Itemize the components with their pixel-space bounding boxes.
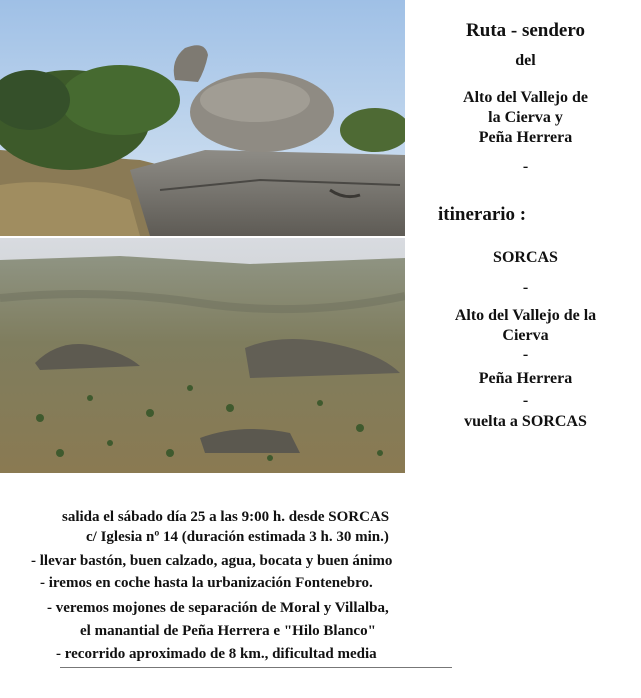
itinerary-stop-alto-line2: Cierva [502, 327, 549, 344]
detail-landmarks-line1: - veremos mojones de separación de Moral y Villalba, [47, 600, 389, 616]
title-del: del [515, 52, 536, 69]
title-place-line3: Peña Herrera [478, 129, 573, 146]
itinerary-stop-pena-herrera: Peña Herrera [478, 370, 573, 387]
rock-outcrop-photo [0, 0, 405, 236]
itinerary-dash-1: - [522, 279, 529, 296]
title-place-line1: Alto del Vallejo de [463, 89, 588, 106]
itinerary-stop-alto-line1: Alto del Vallejo de la [454, 307, 597, 324]
detail-address: c/ Iglesia nº 14 (duración estimada 3 h. 30 min.) [86, 529, 389, 545]
itinerary-dash-2: - [522, 346, 529, 363]
route-title: Ruta - sendero [466, 20, 585, 41]
itinerary-stop-sorcas: SORCAS [493, 249, 558, 266]
itinerary-dash-3: - [522, 392, 529, 409]
valley-landscape-photo [0, 238, 405, 473]
detail-landmarks-line2: el manantial de Peña Herrera e "Hilo Blanco" [80, 623, 376, 639]
detail-transport: - iremos en coche hasta la urbanización Fontenebro. [40, 575, 373, 591]
detail-departure: salida el sábado día 25 a las 9:00 h. desde SORCAS [62, 509, 390, 525]
title-place-line2: la Cierva y [488, 109, 563, 126]
title-dash: - [522, 158, 529, 175]
itinerary-stop-return: vuelta a SORCAS [464, 413, 587, 430]
detail-equipment: - llevar bastón, buen calzado, agua, bocata y buen ánimo [31, 553, 393, 569]
bottom-divider [60, 667, 452, 668]
detail-distance: - recorrido aproximado de 8 km., dificultad media [56, 646, 377, 662]
itinerary-heading: itinerario : [438, 204, 527, 225]
